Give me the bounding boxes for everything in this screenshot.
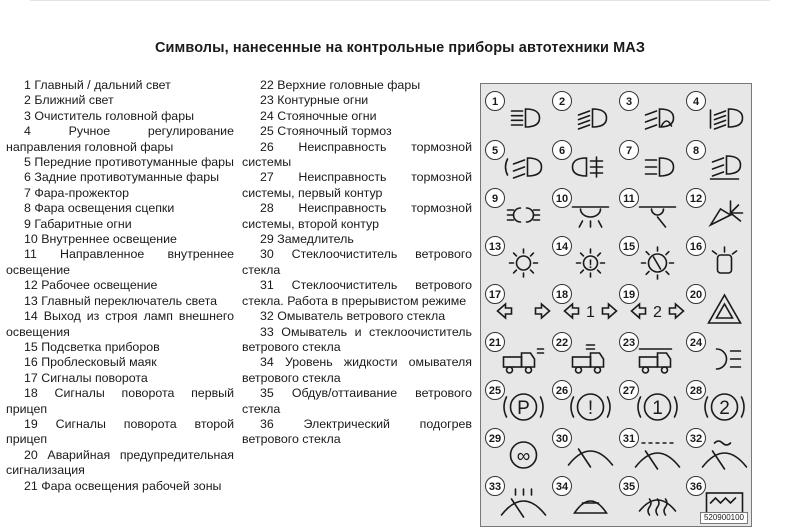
symbol-23 xyxy=(620,333,672,374)
legend-item-number: 6 xyxy=(24,170,31,185)
symbol-18 xyxy=(553,285,617,322)
legend-item-text: Главный / дальний свет xyxy=(30,78,171,92)
symbol-number: 10 xyxy=(555,193,569,205)
legend-item-text: Задние противотуманные фары xyxy=(30,170,220,185)
legend-item-text: Сигналы поворота второй прицеп xyxy=(6,416,234,447)
legend-column-left xyxy=(6,78,234,494)
legend-item xyxy=(242,201,472,232)
page-title: Символы, нанесенные на контрольные приборы автотехники МАЗ xyxy=(154,40,646,56)
symbol-19 xyxy=(620,285,684,322)
symbol-number: 7 xyxy=(625,145,633,157)
symbol-number: 24 xyxy=(689,337,703,349)
legend-item-number: 11 xyxy=(24,247,37,262)
legend-item-number: 29 xyxy=(260,232,274,247)
symbol-number: 28 xyxy=(689,385,703,397)
legend-item-text: Ближний свет xyxy=(30,93,114,108)
legend-item-number: 17 xyxy=(24,370,38,385)
symbol-7 xyxy=(620,141,674,177)
symbol-26 xyxy=(553,381,611,421)
legend-item-text: Подсветка приборов xyxy=(37,339,160,354)
symbol-number: 25 xyxy=(488,385,502,397)
symbol-27 xyxy=(620,381,678,421)
symbol-24 xyxy=(687,333,741,370)
symbol-number: 6 xyxy=(558,145,566,157)
legend-item-number: 2 xyxy=(24,93,31,108)
legend-item-text: Очиститель головной фары xyxy=(30,108,194,123)
legend-column-right xyxy=(242,78,472,448)
symbol-1 xyxy=(486,92,540,128)
symbol-number: 3 xyxy=(625,96,633,108)
legend-item xyxy=(6,247,234,278)
legend-item-text: Рабочее освещение xyxy=(37,278,158,293)
legend-item-text: Замедлитель xyxy=(273,232,354,247)
legend-item-number: 36 xyxy=(260,416,274,431)
symbol-number: 17 xyxy=(488,289,502,301)
symbol-13 xyxy=(486,237,538,278)
legend-item xyxy=(6,417,234,448)
legend-item xyxy=(6,201,234,216)
legend-item-number: 7 xyxy=(24,185,31,200)
legend-item-number: 21 xyxy=(24,478,38,493)
symbol-number: 8 xyxy=(692,145,700,157)
legend-item xyxy=(6,371,234,386)
legend-item xyxy=(242,309,472,324)
symbol-number: 27 xyxy=(622,385,636,397)
symbol-2 xyxy=(553,92,607,130)
symbol-12 xyxy=(687,189,743,226)
legend-item-number: 20 xyxy=(24,447,38,462)
symbol-17 xyxy=(486,285,550,319)
symbol-5 xyxy=(486,141,542,179)
legend-item xyxy=(6,124,234,155)
legend-item-number: 12 xyxy=(24,278,38,293)
symbol-16 xyxy=(687,237,737,274)
legend-item-number: 1 xyxy=(24,78,31,92)
legend-item-text: Стояночный тормоз xyxy=(273,124,392,139)
symbol-label: 2 xyxy=(719,398,730,419)
legend-item xyxy=(6,155,234,170)
legend-item-number: 8 xyxy=(24,201,31,216)
legend-item-number: 35 xyxy=(260,386,274,401)
legend-item-text: Уровень жидкости омывателя ветрового стекла xyxy=(242,355,472,385)
legend-item-number: 18 xyxy=(24,386,38,401)
legend-item-text: Фара освещения сцепки xyxy=(30,201,175,216)
legend-item-number: 9 xyxy=(24,216,31,231)
symbol-label: ! xyxy=(587,398,594,419)
symbol-34 xyxy=(553,477,607,514)
symbol-number: 12 xyxy=(689,193,703,205)
legend-item-number: 25 xyxy=(260,124,274,139)
legend-item xyxy=(242,93,472,108)
legend-item-text: Направленное внутреннее освещение xyxy=(6,247,234,277)
symbol-number: 5 xyxy=(491,145,499,157)
legend-item-text: Фара-прожектор xyxy=(30,185,129,200)
symbol-31 xyxy=(620,429,680,470)
legend-item-number: 34 xyxy=(260,355,274,370)
legend-item-number: 5 xyxy=(24,155,31,170)
symbol-33 xyxy=(486,477,546,518)
symbol-32 xyxy=(687,429,747,470)
symbol-20 xyxy=(687,285,741,324)
symbol-number: 14 xyxy=(555,241,569,253)
symbol-number: 22 xyxy=(555,337,569,349)
legend-item-number: 19 xyxy=(24,416,38,431)
legend-item xyxy=(6,109,234,124)
symbol-label: 2 xyxy=(653,304,662,321)
symbol-number: 18 xyxy=(555,289,569,301)
symbol-number: 34 xyxy=(555,481,569,493)
legend-item-text: Сигналы поворота первый прицеп xyxy=(6,386,234,416)
symbols-grid xyxy=(481,84,751,526)
symbol-number: 21 xyxy=(488,337,502,349)
legend-item-text: Аварийная предупредительная сигнализация xyxy=(6,447,234,478)
symbol-11 xyxy=(620,189,676,228)
symbol-29 xyxy=(486,429,537,469)
legend-item-text: Обдув/оттаивание ветрового стекла xyxy=(242,386,472,416)
symbol-label: ∞ xyxy=(516,446,531,467)
symbol-number: 35 xyxy=(622,481,636,493)
legend-item xyxy=(242,170,472,201)
legend-item-number: 31 xyxy=(260,278,274,293)
legend-item-text: Внутреннее освещение xyxy=(37,232,177,247)
legend-item-text: Ручное регулирование направления головной фары xyxy=(6,124,234,154)
symbol-number: 31 xyxy=(622,433,636,445)
legend-item-text: Контурные огни xyxy=(273,93,369,108)
legend-item-number: 15 xyxy=(24,339,38,354)
legend-item xyxy=(6,93,234,108)
legend-item xyxy=(242,124,472,139)
legend-item xyxy=(242,417,472,448)
symbol-label: P xyxy=(517,398,530,419)
legend-item-text: Неисправность тормозной системы, второй контур xyxy=(242,201,472,231)
symbol-number: 30 xyxy=(555,433,569,445)
legend-item-text: Омыватель и стеклоочиститель ветрового стекла xyxy=(242,324,472,354)
legend-item xyxy=(6,170,234,185)
symbol-number: 15 xyxy=(622,241,636,253)
legend-item-number: 16 xyxy=(24,355,38,370)
legend-item xyxy=(6,309,234,340)
legend-item-text: Сигналы поворота xyxy=(37,370,148,385)
legend-item xyxy=(6,278,234,293)
legend-item xyxy=(6,78,234,93)
legend-item xyxy=(6,217,234,232)
legend-item-text: Проблесковый маяк xyxy=(37,355,157,370)
legend-item-number: 10 xyxy=(24,232,38,247)
symbol-number: 4 xyxy=(692,96,700,108)
symbol-number: 26 xyxy=(555,385,569,397)
legend-item-number: 30 xyxy=(260,247,274,262)
symbol-36 xyxy=(687,477,743,514)
legend-item-number: 24 xyxy=(260,108,274,123)
legend-item xyxy=(6,386,234,417)
symbol-6 xyxy=(553,141,603,178)
symbol-number: 11 xyxy=(623,193,635,205)
symbol-number: 13 xyxy=(488,241,502,253)
legend-item-number: 13 xyxy=(24,293,38,308)
symbol-30 xyxy=(553,429,613,468)
legend-item-text: Главный переключатель света xyxy=(37,293,218,308)
legend-item xyxy=(6,340,234,355)
legend-item xyxy=(242,278,472,309)
legend-item-number: 28 xyxy=(260,201,274,216)
symbol-8 xyxy=(687,141,741,180)
legend-item-number: 26 xyxy=(260,139,274,154)
symbol-number: 23 xyxy=(622,337,636,349)
legend-item xyxy=(242,140,472,171)
symbol-25 xyxy=(486,381,544,421)
symbol-9 xyxy=(486,189,540,223)
legend-item-text: Омыватель ветрового стекла xyxy=(273,309,446,324)
legend-item xyxy=(242,355,472,386)
legend-item-text: Верхние головные фары xyxy=(273,78,421,92)
legend-item xyxy=(6,186,234,201)
legend-item-text: Стеклоочиститель ветрового стекла. Работа в прерывистом режиме xyxy=(242,278,472,308)
legend-item xyxy=(6,355,234,370)
legend-item xyxy=(6,294,234,309)
legend-item-text: Неисправность тормозной системы xyxy=(242,139,472,170)
symbol-number: 2 xyxy=(558,96,566,108)
legend-item xyxy=(242,386,472,417)
legend-item xyxy=(242,325,472,356)
symbol-label: 1 xyxy=(586,304,595,321)
legend-item-number: 4 xyxy=(24,124,31,139)
symbol-number: 16 xyxy=(689,241,703,253)
legend-item-number: 27 xyxy=(260,170,274,185)
symbol-number: 20 xyxy=(689,289,703,301)
legend-item-text: Стеклоочиститель ветрового стекла xyxy=(242,247,472,277)
symbol-label: ! xyxy=(588,257,593,271)
legend-item xyxy=(6,479,234,494)
symbol-number: 33 xyxy=(488,481,502,493)
symbol-4 xyxy=(687,92,743,130)
legend-item-text: Габаритные огни xyxy=(30,216,132,231)
symbol-21 xyxy=(486,333,544,374)
legend-item-text: Передние противотуманные фары xyxy=(30,155,234,170)
legend-item-number: 22 xyxy=(260,78,274,92)
panel-code: 520900100 xyxy=(700,512,748,524)
symbol-number: 29 xyxy=(488,433,502,445)
legend-item xyxy=(242,232,472,247)
legend-item xyxy=(6,448,234,479)
legend-item xyxy=(6,232,234,247)
symbol-35 xyxy=(620,477,676,516)
symbol-number: 36 xyxy=(689,481,703,493)
symbols-panel xyxy=(480,83,752,527)
legend-item-text: Электрический подогрев ветрового стекла xyxy=(242,416,472,447)
symbol-number: 32 xyxy=(689,433,703,445)
symbol-28 xyxy=(687,381,745,421)
legend-item xyxy=(242,78,472,93)
symbol-14 xyxy=(553,237,605,278)
legend-item-text: Неисправность тормозной системы, первый контур xyxy=(242,170,472,200)
legend-item xyxy=(242,247,472,278)
legend-item-text: Выход из строя ламп внешнего освещения xyxy=(6,309,234,339)
symbol-3 xyxy=(620,92,674,130)
symbol-10 xyxy=(553,189,609,228)
legend-item xyxy=(242,109,472,124)
symbol-15 xyxy=(620,237,674,280)
legend-item-text: Стояночные огни xyxy=(273,108,377,123)
legend-item-text: Фара освещения рабочей зоны xyxy=(37,478,222,493)
symbol-label: 1 xyxy=(652,398,663,419)
symbol-22 xyxy=(553,333,604,374)
legend-item-number: 33 xyxy=(260,324,274,339)
symbol-number: 19 xyxy=(622,289,636,301)
legend-item-number: 32 xyxy=(260,309,274,324)
legend-item-number: 3 xyxy=(24,108,31,123)
symbol-number: 1 xyxy=(491,96,499,108)
top-rule xyxy=(30,0,770,1)
legend-item-number: 14 xyxy=(24,309,38,324)
symbol-number: 9 xyxy=(491,193,499,205)
legend-item-number: 23 xyxy=(260,93,274,108)
